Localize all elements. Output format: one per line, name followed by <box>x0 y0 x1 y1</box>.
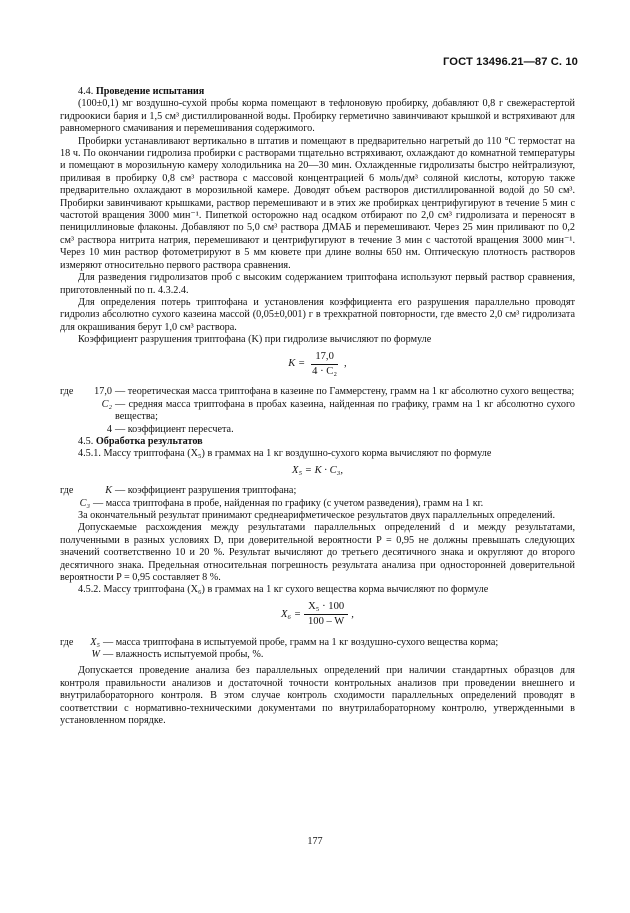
definition-symbol: C₃ <box>79 497 90 509</box>
definition-symbol: 17,0 <box>94 386 112 398</box>
paragraph: Для определения потерь триптофана и установления коэффициента его разрушения параллельно проводят гидролиз абсолютно сухого казеина массой (0,05±0,001) г в трехкратной повторности, где вместо 2,0 см³ гидролизата для окрашивания берут 1,0 см³ раствора. <box>60 296 575 333</box>
paragraph: 4.5.2. Массу триптофана (X₆) в граммах на 1 кг сухого вещества корма вычисляют по формуле <box>78 584 489 596</box>
fraction <box>308 351 341 379</box>
definition-row <box>60 386 575 398</box>
section-heading-4-4 <box>60 86 575 98</box>
fraction <box>304 601 348 629</box>
definitions-x5 <box>60 485 575 510</box>
document-header: ГОСТ 13496.21—87 С. 10 <box>443 56 578 68</box>
formula-lhs: X₆ = <box>281 608 301 620</box>
where-label: где <box>60 636 74 648</box>
definition-symbol: W <box>91 649 100 661</box>
formula-text: X₅ = K · C₃, <box>291 464 343 476</box>
definition-row <box>60 399 575 424</box>
paragraph: 4.5.1. Массу триптофана (X₅) в граммах на 1 кг воздушно-сухого корма вычисляют по формуле <box>78 448 492 460</box>
definition-symbol: X₅ <box>90 636 100 648</box>
definition-text: — коэффициент пересчета. <box>115 423 234 435</box>
section-number: 4.4. <box>78 86 94 97</box>
definition-text: — масса триптофана в испытуемой пробе, грамм на 1 кг воздушно-сухого вещества корма; <box>103 636 499 648</box>
definition-row <box>60 498 575 510</box>
paragraph: Для разведения гидролизатов проб с высоким содержанием триптофана используют первый раствор сравнения, приготовленный по п. 4.3.2.4. <box>60 272 575 296</box>
paragraph: Допускается проведение анализа без параллельных определений при наличии стандартных образцов для контроля правильности анализов и достаточной точности контрольных анализов при проведении внешнего и внутрилабораторного контроля. В этом случае контроль сходимости параллельных определений проводят в соответствии с нормативно-техническими документами по внутрилабораторному контролю, утвержденными в установленном порядке. <box>60 665 575 727</box>
document-body <box>60 86 575 728</box>
definition-row <box>60 637 575 649</box>
fraction-denominator: 4 · C₂ <box>312 365 338 377</box>
paragraph: Пробирки устанавливают вертикально в штатив и помещают в предварительно нагретый до 110 °С термостат на 18 ч. По окончании гидролиза пробирки с растворами тщательно встряхивают, охлаждают до комнатной температуры и помещают в морозильную камеру холодильника на 20—30 мин. Охлажденные гидролизаты быстро нейтрализуют, приливая в пробирку 0,8 см³ раствора с массовой концентрацией 6 моль/дм³ соляной кислоты, которую также предварительно охлаждают в морозильной камере. Доводят объем растворов дистиллированной водой до 50 см³. Пробирки завинчивают крышками, раствор перемешивают и в этих же пробирках центрифугируют в течение 5 мин с частотой вращения 3000 мин⁻¹. Пипеткой осторожно над осадком отбирают по 2,0 см³ гидролизата и переносят в пенициллиновые флаконы. Добавляют по 5,0 см³ раствора ДМАБ и перемешивают. Через 25 мин приливают по 0,2 см³ раствора нитрита натрия, перемешивают и центрифугируют в течение 3 мин с частотой вращения 3000 мин⁻¹. Через 10 мин раствор фотометрируют в 5 мм кювете при длине волны 650 нм. Оптическую плотность растворов измеряют относительно первого раствора сравнения. <box>60 135 575 271</box>
fraction-denominator: 100 – W <box>308 616 345 628</box>
where-label: где <box>60 386 74 398</box>
section-heading-4-5 <box>60 436 575 448</box>
section-number: 4.5. <box>78 435 94 447</box>
paragraph: (100±0,1) мг воздушно-сухой пробы корма помещают в тефлоновую пробирку, добавляют 0,8 г свежерастертой гидроокиси бария и 1,5 см³ дистиллированной воды. Пробирку герметично завинчивают крышкой и встряхивают для равномерного смачивания и перемешивания содержимого. <box>60 98 575 135</box>
paragraph: Коэффициент разрушения триптофана (K) при гидролизе вычисляют по формуле <box>78 334 432 346</box>
definitions-x6 <box>60 637 575 662</box>
definition-text: — коэффициент разрушения триптофана; <box>115 485 297 497</box>
formula-lhs: K = <box>288 358 306 370</box>
definition-text: — влажность испытуемой пробы, %. <box>103 649 264 661</box>
formula-k <box>60 351 575 379</box>
paragraph: Допускаемые расхождения между результатами параллельных определений d и между результатами, полученными в разных условиях D, при доверительной вероятности P = 0,95 не должны превышать следующих значений соответственно 10 и 20 %. Результат вычисляют до третьего десятичного знака и округляют до второго десятичного знака. Предельная относительная погрешность результата анализа при односторонней доверительной вероятности P = 0,95 составляет 8 %. <box>60 522 575 584</box>
paragraph: За окончательный результат принимают среднеарифметическое результатов двух параллельных определений. <box>78 510 556 521</box>
section-title: Обработка результатов <box>95 435 203 447</box>
formula-tail: , <box>351 608 354 620</box>
fraction-numerator: X₅ · 100 <box>304 601 348 615</box>
page-number: 177 <box>307 836 323 847</box>
definition-symbol: C₂ <box>101 398 112 410</box>
definition-row <box>60 485 575 497</box>
formula-tail: , <box>344 358 347 370</box>
definition-symbol: 4 <box>106 423 112 435</box>
definition-row <box>60 424 575 436</box>
definition-symbol: K <box>105 485 112 497</box>
definition-text: — теоретическая масса триптофана в казеине по Гаммерстену, грамм на 1 кг абсолютно сухого вещества; <box>115 386 575 398</box>
definition-row <box>60 649 575 661</box>
formula-x5 <box>60 465 575 477</box>
where-label: где <box>60 485 74 497</box>
definition-text: — масса триптофана в пробе, найденная по графику (с учетом разведения), грамм на 1 кг. <box>93 497 484 509</box>
fraction-numerator: 17,0 <box>311 351 338 365</box>
formula-x6 <box>60 601 575 629</box>
definitions-k <box>60 386 575 436</box>
section-title: Проведение испытания <box>95 86 205 97</box>
definition-text: — средняя масса триптофана в пробах казеина, найденная по графику, грамм на 1 кг абсолютно сухого вещества; <box>115 398 575 423</box>
